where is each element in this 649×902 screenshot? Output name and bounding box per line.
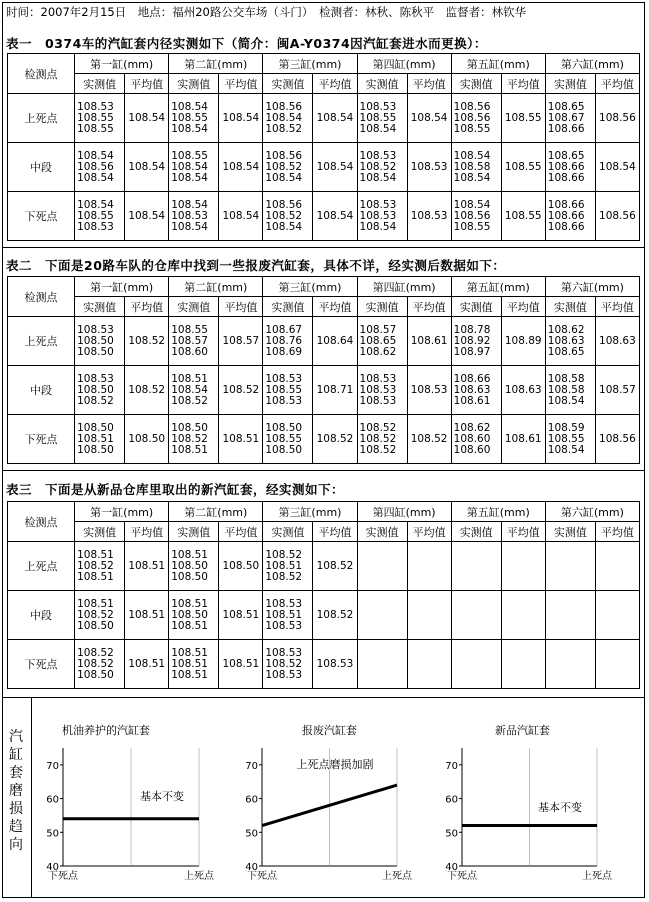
average-header: 平均值 bbox=[501, 74, 545, 94]
measured-value: 108.53 bbox=[359, 394, 397, 407]
measured-value: 108.63 bbox=[547, 334, 585, 347]
average-value: 108.55 bbox=[501, 143, 545, 192]
measured-value: 108.55 bbox=[77, 111, 114, 124]
measured-value: 108.52 bbox=[77, 608, 114, 621]
measured-value: 108.52 bbox=[265, 657, 303, 670]
measured-value: 108.53 bbox=[77, 372, 114, 385]
y-tick-label: 40 bbox=[445, 862, 458, 873]
measured-value: 108.50 bbox=[265, 421, 303, 434]
measured-value: 108.54 bbox=[171, 383, 208, 396]
cylinder-header: 第六缸(mm) bbox=[545, 54, 639, 74]
measured-header: 实测值 bbox=[545, 74, 595, 94]
measured-value: 108.53 bbox=[265, 394, 303, 407]
table-caption-3: 表三 下面是从新品仓库里取出的新汽缸套，经实测如下： bbox=[6, 482, 345, 497]
average-value: 108.52 bbox=[313, 542, 357, 591]
measured-value: 108.54 bbox=[359, 171, 397, 184]
measured-value: 108.50 bbox=[77, 334, 114, 347]
measured-value: 108.53 bbox=[77, 323, 114, 336]
measured-value: 108.63 bbox=[453, 383, 491, 396]
x-tick-label: 上死点 bbox=[382, 871, 412, 882]
average-value: 108.89 bbox=[501, 317, 545, 366]
average-value: 108.52 bbox=[219, 366, 263, 415]
measured-value: 108.52 bbox=[265, 160, 303, 173]
average-header: 平均值 bbox=[595, 522, 639, 542]
average-value: 108.61 bbox=[407, 317, 451, 366]
average-header: 平均值 bbox=[595, 74, 639, 94]
point-header: 检测点 bbox=[8, 502, 75, 542]
average-value: 108.51 bbox=[219, 640, 263, 689]
point-label: 下死点 bbox=[8, 640, 75, 689]
measured-value: 108.57 bbox=[171, 334, 208, 347]
measured-value: 108.54 bbox=[359, 122, 397, 135]
measured-value: 108.51 bbox=[265, 608, 303, 621]
measured-value: 108.55 bbox=[359, 111, 397, 124]
point-header: 检测点 bbox=[8, 54, 75, 94]
measured-value: 108.65 bbox=[547, 100, 585, 113]
average-value: 108.52 bbox=[407, 415, 451, 464]
measured-value: 108.51 bbox=[171, 372, 208, 385]
measured-header: 实测值 bbox=[169, 74, 219, 94]
measured-value: 108.55 bbox=[77, 209, 114, 222]
measured-value: 108.53 bbox=[359, 149, 397, 162]
measured-value: 108.50 bbox=[77, 619, 114, 632]
table-caption-1: 表一 0374车的汽缸套内径实测如下（简介：闽A-Y0374因汽缸套进水而更换）： bbox=[6, 36, 487, 51]
y-tick-label: 70 bbox=[46, 760, 59, 772]
measured-value: 108.52 bbox=[359, 421, 397, 434]
measured-value: 108.56 bbox=[265, 149, 303, 162]
measured-value: 108.50 bbox=[171, 570, 208, 583]
measured-value: 108.55 bbox=[171, 323, 208, 336]
wear-trend-label: 汽 缸 套 磨 损 趋 向 bbox=[9, 729, 23, 853]
measured-value: 108.51 bbox=[265, 559, 303, 572]
measured-value: 108.55 bbox=[265, 383, 303, 396]
average-value: 108.63 bbox=[501, 366, 545, 415]
average-header: 平均值 bbox=[125, 297, 169, 317]
average-header: 平均值 bbox=[313, 522, 357, 542]
measured-value: 108.53 bbox=[359, 209, 397, 222]
measured-value: 108.92 bbox=[453, 334, 491, 347]
measured-value: 108.55 bbox=[265, 432, 303, 445]
point-label: 上死点 bbox=[8, 94, 75, 143]
measured-value: 108.65 bbox=[547, 345, 585, 358]
measured-value: 108.56 bbox=[265, 100, 303, 113]
measured-value: 108.53 bbox=[265, 597, 303, 610]
average-header: 平均值 bbox=[313, 297, 357, 317]
measured-value: 108.50 bbox=[171, 608, 208, 621]
measured-header: 实测值 bbox=[545, 297, 595, 317]
measured-value: 108.55 bbox=[547, 432, 585, 445]
measured-value: 108.56 bbox=[453, 111, 491, 124]
measured-value: 108.51 bbox=[171, 619, 208, 632]
y-tick-label: 70 bbox=[245, 760, 258, 772]
cylinder-header: 第四缸(mm) bbox=[357, 277, 451, 297]
average-value: 108.57 bbox=[219, 317, 263, 366]
measured-value: 108.53 bbox=[171, 209, 208, 222]
x-tick-label: 下死点 bbox=[447, 871, 477, 882]
x-tick-label: 上死点 bbox=[582, 871, 612, 882]
measured-header: 实测值 bbox=[75, 74, 125, 94]
measured-header: 实测值 bbox=[451, 522, 501, 542]
measured-value: 108.62 bbox=[453, 421, 491, 434]
measured-value: 108.54 bbox=[171, 122, 208, 135]
measured-value: 108.51 bbox=[171, 597, 208, 610]
measured-header: 实测值 bbox=[169, 297, 219, 317]
measured-value: 108.52 bbox=[265, 209, 303, 222]
measured-value: 108.54 bbox=[171, 160, 208, 173]
cylinder-header: 第三缸(mm) bbox=[263, 54, 357, 74]
average-header: 平均值 bbox=[313, 74, 357, 94]
measured-value: 108.54 bbox=[171, 100, 208, 113]
measured-value: 108.54 bbox=[77, 198, 114, 211]
chart-annotation: 基本不变 bbox=[140, 790, 184, 803]
measured-value: 108.76 bbox=[265, 334, 303, 347]
measured-value: 108.54 bbox=[547, 394, 585, 407]
average-value: 108.57 bbox=[595, 366, 639, 415]
cylinder-header: 第二缸(mm) bbox=[169, 502, 263, 522]
measured-value: 108.52 bbox=[77, 559, 114, 572]
measured-header: 实测值 bbox=[263, 297, 313, 317]
cylinder-header: 第一缸(mm) bbox=[75, 54, 169, 74]
measured-value: 108.51 bbox=[171, 668, 208, 681]
point-header: 检测点 bbox=[8, 277, 75, 317]
measured-value: 108.65 bbox=[359, 334, 397, 347]
average-header: 平均值 bbox=[501, 522, 545, 542]
point-label: 中段 bbox=[8, 366, 75, 415]
cylinder-header: 第五缸(mm) bbox=[451, 54, 545, 74]
measured-value: 108.54 bbox=[265, 111, 303, 124]
y-tick-label: 60 bbox=[445, 794, 458, 806]
measured-value: 108.54 bbox=[547, 443, 585, 456]
average-value: 108.54 bbox=[407, 94, 451, 143]
average-header: 平均值 bbox=[219, 522, 263, 542]
measured-value: 108.50 bbox=[77, 443, 114, 456]
measured-value: 108.61 bbox=[453, 394, 491, 407]
y-tick-label: 60 bbox=[46, 794, 59, 806]
cylinder-header: 第二缸(mm) bbox=[169, 54, 263, 74]
measured-value: 108.66 bbox=[547, 171, 585, 184]
measured-value: 108.58 bbox=[453, 160, 491, 173]
measured-value: 108.54 bbox=[171, 171, 208, 184]
measured-value: 108.52 bbox=[265, 570, 303, 583]
measured-value: 108.54 bbox=[77, 149, 114, 162]
measured-value: 108.54 bbox=[359, 220, 397, 233]
average-header: 平均值 bbox=[501, 297, 545, 317]
chart-annotation: 上死点磨损加剧 bbox=[296, 758, 374, 771]
measured-header: 实测值 bbox=[75, 522, 125, 542]
measured-value: 108.62 bbox=[547, 323, 585, 336]
measured-value: 108.69 bbox=[265, 345, 303, 358]
cylinder-header: 第三缸(mm) bbox=[263, 277, 357, 297]
average-value: 108.54 bbox=[125, 192, 169, 241]
measured-value: 108.53 bbox=[359, 383, 397, 396]
measured-value: 108.53 bbox=[265, 619, 303, 632]
measured-value: 108.50 bbox=[171, 421, 208, 434]
average-value: 108.54 bbox=[125, 94, 169, 143]
measured-value: 108.54 bbox=[171, 220, 208, 233]
measured-value: 108.60 bbox=[453, 432, 491, 445]
measured-value: 108.56 bbox=[453, 209, 491, 222]
average-value: 108.54 bbox=[313, 143, 357, 192]
measured-value: 108.55 bbox=[453, 220, 491, 233]
average-value: 108.51 bbox=[219, 591, 263, 640]
measured-value: 108.55 bbox=[453, 122, 491, 135]
chart-annotation: 基本不变 bbox=[538, 801, 582, 814]
measured-value: 108.53 bbox=[265, 646, 303, 659]
measured-value: 108.54 bbox=[453, 198, 491, 211]
measured-value: 108.52 bbox=[359, 160, 397, 173]
measured-value: 108.50 bbox=[171, 559, 208, 572]
cylinder-header: 第三缸(mm) bbox=[263, 502, 357, 522]
cylinder-header: 第二缸(mm) bbox=[169, 277, 263, 297]
y-tick-label: 50 bbox=[245, 828, 258, 840]
measured-value: 108.58 bbox=[547, 383, 585, 396]
average-value: 108.51 bbox=[125, 591, 169, 640]
cylinder-header: 第四缸(mm) bbox=[357, 502, 451, 522]
measured-value: 108.60 bbox=[453, 443, 491, 456]
average-header: 平均值 bbox=[219, 297, 263, 317]
measured-value: 108.52 bbox=[359, 432, 397, 445]
average-value: 108.54 bbox=[125, 143, 169, 192]
measured-value: 108.51 bbox=[171, 657, 208, 670]
y-tick-label: 50 bbox=[445, 828, 458, 840]
measured-value: 108.52 bbox=[359, 443, 397, 456]
measured-value: 108.97 bbox=[453, 345, 491, 358]
measured-value: 108.50 bbox=[265, 443, 303, 456]
measured-value: 108.65 bbox=[547, 149, 585, 162]
average-value: 108.54 bbox=[595, 143, 639, 192]
measured-value: 108.53 bbox=[265, 372, 303, 385]
measured-header: 实测值 bbox=[263, 522, 313, 542]
average-value: 108.56 bbox=[595, 192, 639, 241]
measured-value: 108.66 bbox=[547, 209, 585, 222]
measured-value: 108.51 bbox=[171, 646, 208, 659]
measured-header: 实测值 bbox=[451, 74, 501, 94]
point-label: 上死点 bbox=[8, 542, 75, 591]
point-label: 中段 bbox=[8, 143, 75, 192]
measured-value: 108.52 bbox=[77, 394, 114, 407]
average-header: 平均值 bbox=[595, 297, 639, 317]
measured-value: 108.52 bbox=[265, 122, 303, 135]
point-label: 下死点 bbox=[8, 415, 75, 464]
measured-value: 108.55 bbox=[77, 122, 114, 135]
measured-value: 108.54 bbox=[265, 220, 303, 233]
measured-value: 108.53 bbox=[77, 100, 114, 113]
measured-value: 108.54 bbox=[171, 198, 208, 211]
y-tick-label: 70 bbox=[445, 760, 458, 772]
measured-value: 108.66 bbox=[547, 160, 585, 173]
measured-header: 实测值 bbox=[545, 522, 595, 542]
average-value: 108.53 bbox=[407, 366, 451, 415]
x-tick-label: 下死点 bbox=[247, 871, 277, 882]
average-header: 平均值 bbox=[407, 297, 451, 317]
measured-value: 108.52 bbox=[77, 657, 114, 670]
average-header: 平均值 bbox=[407, 522, 451, 542]
x-tick-label: 上死点 bbox=[184, 871, 214, 882]
measured-value: 108.52 bbox=[171, 394, 208, 407]
cylinder-header: 第五缸(mm) bbox=[451, 277, 545, 297]
measured-value: 108.57 bbox=[359, 323, 397, 336]
measured-value: 108.51 bbox=[77, 597, 114, 610]
measured-header: 实测值 bbox=[357, 74, 407, 94]
measured-value: 108.56 bbox=[77, 160, 114, 173]
measured-value: 108.54 bbox=[453, 149, 491, 162]
measured-header: 实测值 bbox=[451, 297, 501, 317]
average-value: 108.54 bbox=[313, 192, 357, 241]
average-value: 108.52 bbox=[313, 415, 357, 464]
measured-value: 108.66 bbox=[547, 220, 585, 233]
average-value: 108.54 bbox=[313, 94, 357, 143]
average-value: 108.56 bbox=[595, 94, 639, 143]
measured-value: 108.62 bbox=[359, 345, 397, 358]
measured-value: 108.60 bbox=[171, 345, 208, 358]
average-value: 108.51 bbox=[125, 640, 169, 689]
average-header: 平均值 bbox=[407, 74, 451, 94]
measured-value: 108.54 bbox=[453, 171, 491, 184]
average-value: 108.71 bbox=[313, 366, 357, 415]
average-value: 108.61 bbox=[501, 415, 545, 464]
measured-value: 108.78 bbox=[453, 323, 491, 336]
point-label: 下死点 bbox=[8, 192, 75, 241]
measured-value: 108.51 bbox=[77, 432, 114, 445]
measured-value: 108.50 bbox=[77, 668, 114, 681]
measured-value: 108.54 bbox=[77, 171, 114, 184]
header-info: 时间：2007年2月15日 地点：福州20路公交车场（斗门） 检测者：林秋、陈秋平 监督者：林钦华 bbox=[6, 5, 527, 19]
average-value: 108.54 bbox=[219, 143, 263, 192]
average-header: 平均值 bbox=[219, 74, 263, 94]
average-value: 108.50 bbox=[125, 415, 169, 464]
measured-value: 108.66 bbox=[547, 198, 585, 211]
measured-value: 108.56 bbox=[453, 100, 491, 113]
measured-value: 108.51 bbox=[77, 548, 114, 561]
measured-header: 实测值 bbox=[357, 297, 407, 317]
chart-title-new: 新品汽缸套 bbox=[495, 724, 550, 737]
measured-value: 108.67 bbox=[265, 323, 303, 336]
measured-value: 108.53 bbox=[77, 220, 114, 233]
average-value: 108.55 bbox=[501, 94, 545, 143]
average-value: 108.55 bbox=[501, 192, 545, 241]
measured-value: 108.66 bbox=[547, 122, 585, 135]
chart-title-scrap: 报废汽缸套 bbox=[302, 724, 357, 737]
measured-value: 108.53 bbox=[359, 198, 397, 211]
measured-value: 108.55 bbox=[171, 149, 208, 162]
cylinder-header: 第四缸(mm) bbox=[357, 54, 451, 74]
table-caption-2: 表二 下面是20路车队的仓库中找到一些报废汽缸套，具体不详，经实测后数据如下： bbox=[6, 258, 506, 273]
measured-value: 108.66 bbox=[453, 372, 491, 385]
measured-value: 108.52 bbox=[265, 548, 303, 561]
measured-value: 108.59 bbox=[547, 421, 585, 434]
average-value: 108.53 bbox=[313, 640, 357, 689]
chart-title-oil: 机油养护的汽缸套 bbox=[62, 724, 150, 737]
measured-value: 108.58 bbox=[547, 372, 585, 385]
average-value: 108.50 bbox=[219, 542, 263, 591]
y-tick-label: 60 bbox=[245, 794, 258, 806]
average-value: 108.56 bbox=[595, 415, 639, 464]
cylinder-header: 第六缸(mm) bbox=[545, 277, 639, 297]
measured-value: 108.50 bbox=[77, 383, 114, 396]
cylinder-header: 第一缸(mm) bbox=[75, 502, 169, 522]
average-value: 108.54 bbox=[219, 94, 263, 143]
measured-header: 实测值 bbox=[169, 522, 219, 542]
measured-value: 108.52 bbox=[77, 646, 114, 659]
average-value: 108.63 bbox=[595, 317, 639, 366]
measured-value: 108.53 bbox=[359, 100, 397, 113]
y-tick-label: 40 bbox=[46, 862, 59, 873]
measured-value: 108.50 bbox=[77, 345, 114, 358]
measured-value: 108.51 bbox=[171, 443, 208, 456]
average-header: 平均值 bbox=[125, 74, 169, 94]
average-value: 108.54 bbox=[219, 192, 263, 241]
measured-header: 实测值 bbox=[75, 297, 125, 317]
average-header: 平均值 bbox=[125, 522, 169, 542]
average-value: 108.53 bbox=[407, 192, 451, 241]
cylinder-header: 第一缸(mm) bbox=[75, 277, 169, 297]
y-tick-label: 40 bbox=[245, 862, 258, 873]
measured-value: 108.55 bbox=[171, 111, 208, 124]
y-tick-label: 50 bbox=[46, 828, 59, 840]
point-label: 上死点 bbox=[8, 317, 75, 366]
measured-header: 实测值 bbox=[263, 74, 313, 94]
average-value: 108.53 bbox=[407, 143, 451, 192]
average-value: 108.64 bbox=[313, 317, 357, 366]
x-tick-label: 下死点 bbox=[48, 871, 78, 882]
measured-value: 108.52 bbox=[171, 432, 208, 445]
average-value: 108.51 bbox=[219, 415, 263, 464]
cylinder-header: 第五缸(mm) bbox=[451, 502, 545, 522]
point-label: 中段 bbox=[8, 591, 75, 640]
measured-value: 108.50 bbox=[77, 421, 114, 434]
measured-value: 108.54 bbox=[265, 171, 303, 184]
measured-value: 108.51 bbox=[171, 548, 208, 561]
measured-value: 108.56 bbox=[265, 198, 303, 211]
measured-value: 108.67 bbox=[547, 111, 585, 124]
measured-value: 108.53 bbox=[265, 668, 303, 681]
cylinder-header: 第六缸(mm) bbox=[545, 502, 639, 522]
measured-header: 实测值 bbox=[357, 522, 407, 542]
measured-value: 108.51 bbox=[77, 570, 114, 583]
average-value: 108.52 bbox=[313, 591, 357, 640]
average-value: 108.52 bbox=[125, 366, 169, 415]
measured-value: 108.53 bbox=[359, 372, 397, 385]
average-value: 108.51 bbox=[125, 542, 169, 591]
average-value: 108.52 bbox=[125, 317, 169, 366]
